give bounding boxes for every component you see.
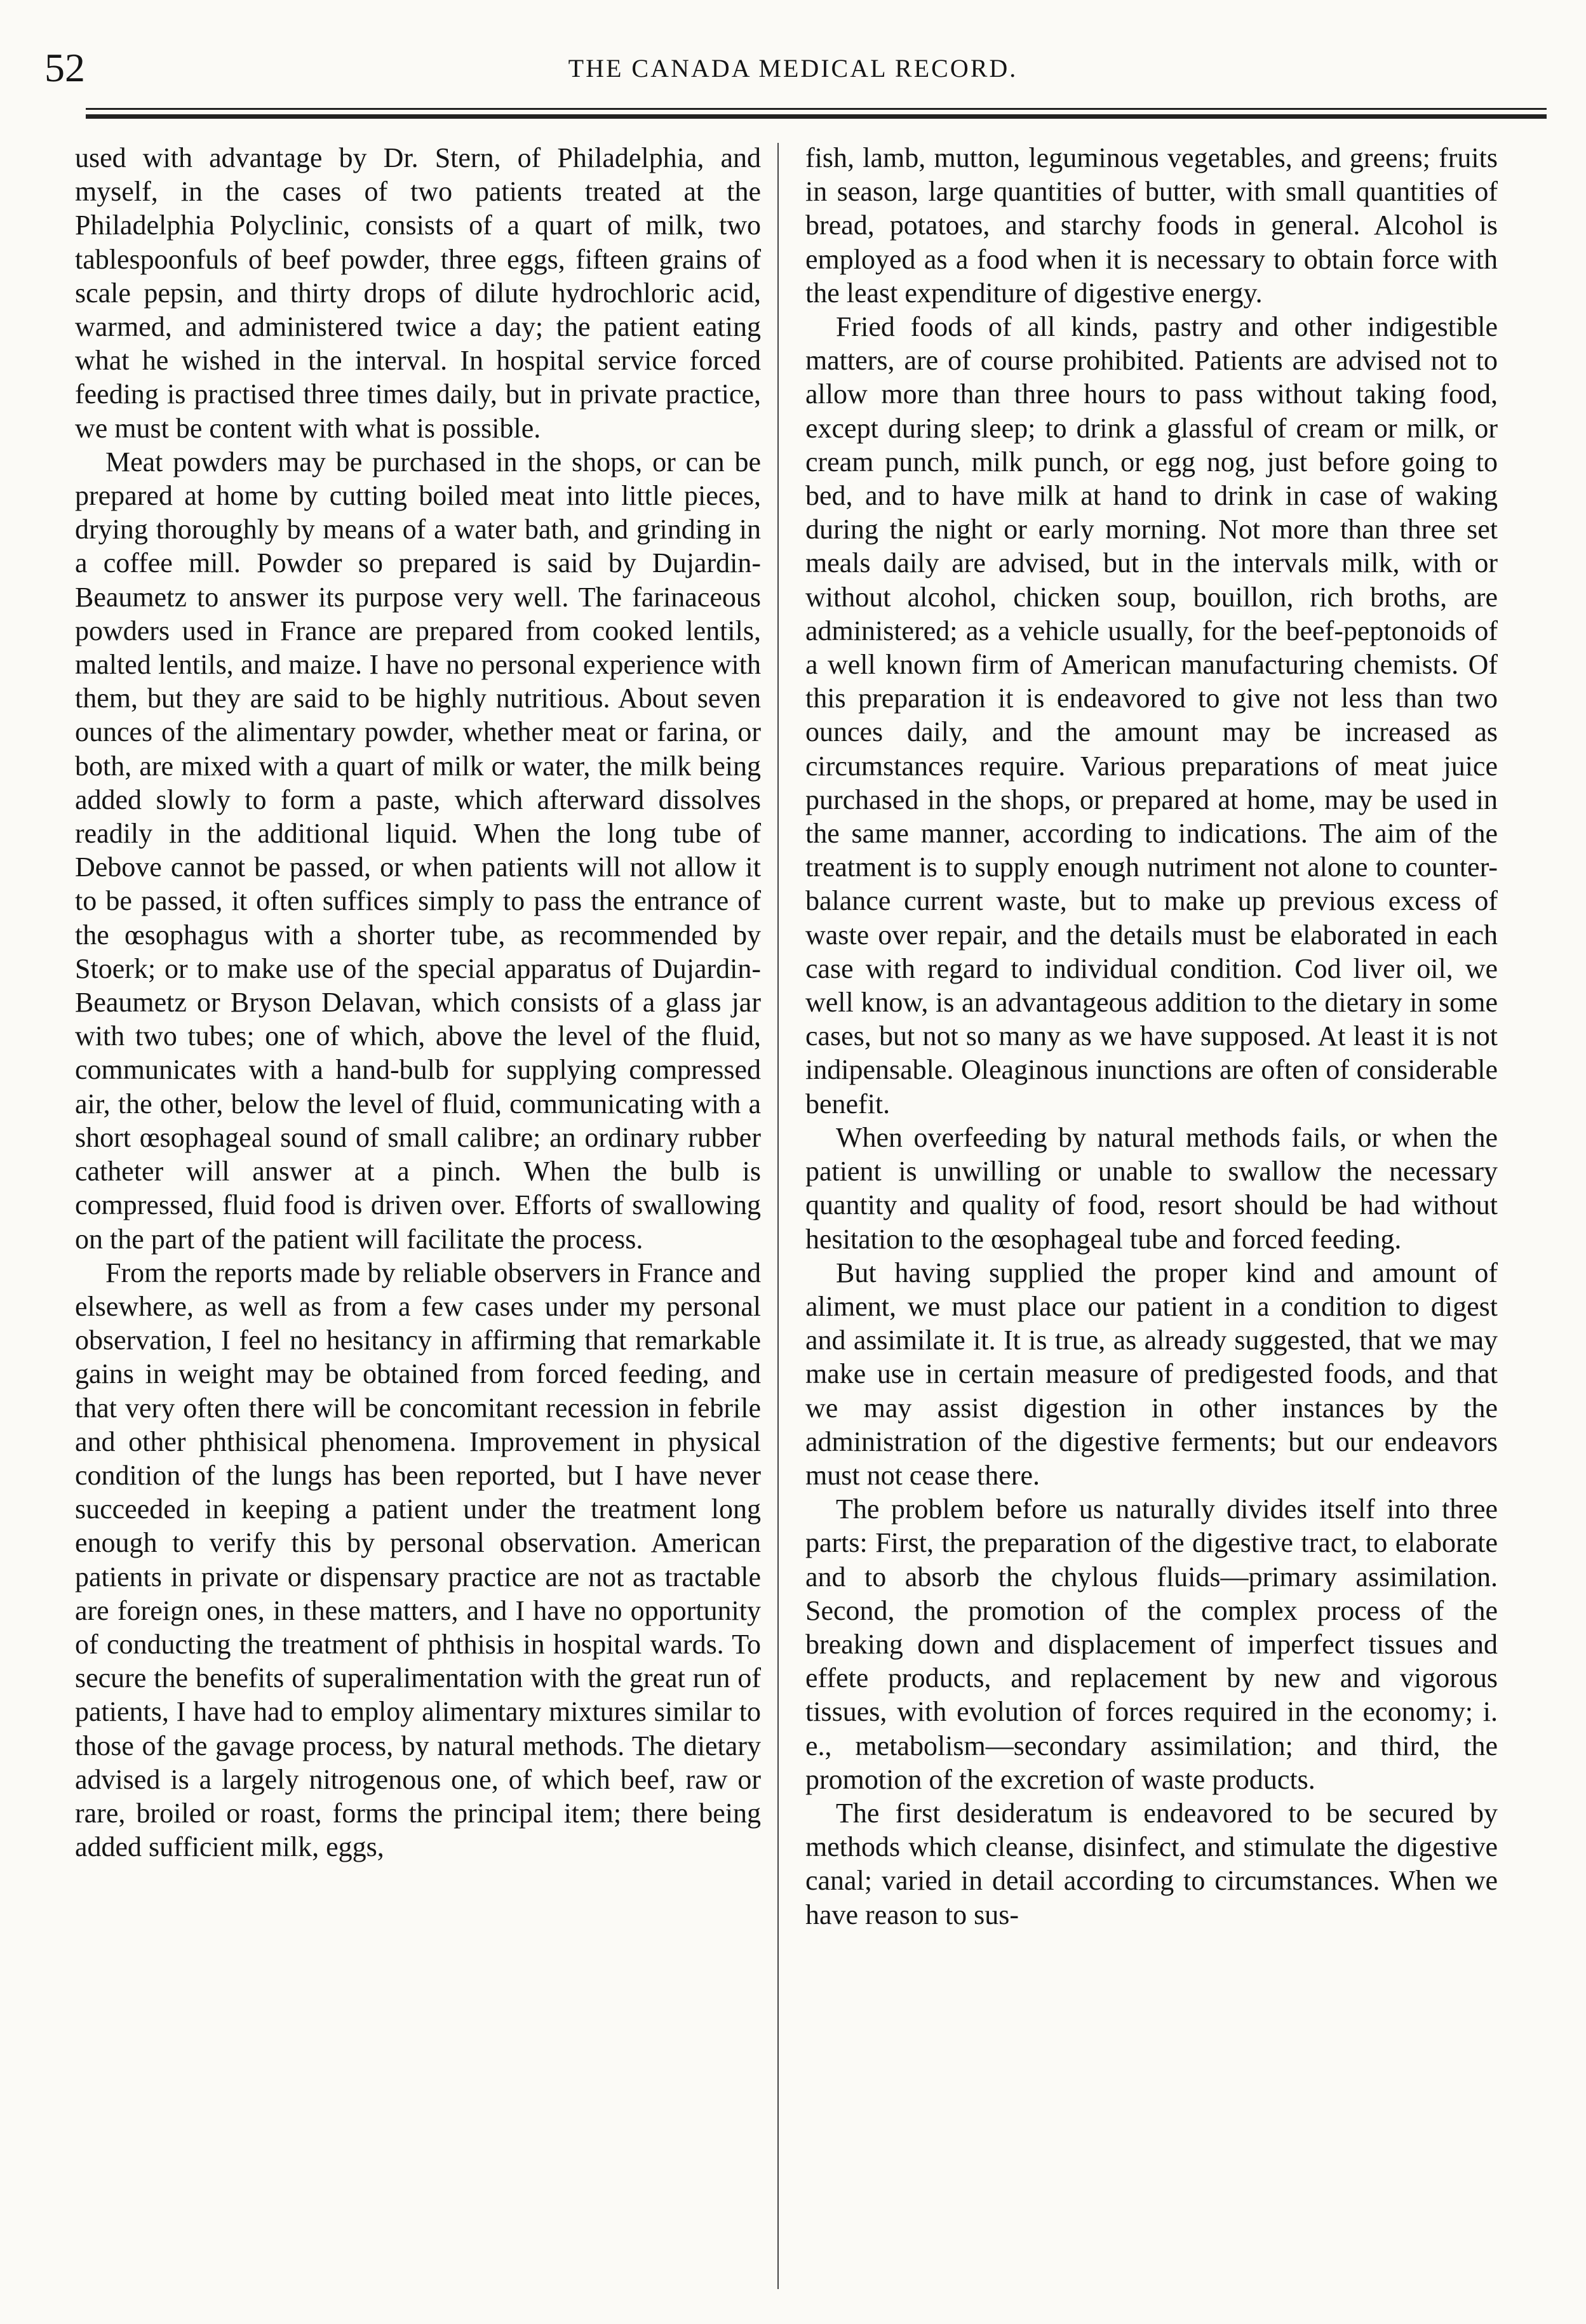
header-rule-thick [86, 114, 1547, 119]
right-column [805, 141, 1498, 1932]
paragraph: Fried foods of all kinds, pastry and other indigestible matters, are of course prohibited. Patients are advised not to allow more than three hours to pass without taking food, except during sleep; to drink a glassful of cream or milk, or cream punch, milk punch, or egg nog, just before going to bed, and to have milk at hand to drink in case of waking during the night or early morning. Not more than three set meals daily are advised, but in the intervals milk, with or without alcohol, chicken soup, bouillon, rich broths, are administered; as a vehicle usually, for the beef-peptonoids of a well known firm of American manufacturing chemists. Of this preparation it is endeavored to give not less than two ounces daily, and the amount may be increased as circumstances require. Various preparations of meat juice purchased in the shops, or prepared at home, may be used in the same manner, according to indications. The aim of the treatment is to supply enough nutriment not alone to counter-balance current waste, but to make up previous excess of waste over repair, and the details must be elaborated in each case with regard to individual condition. Cod liver oil, we well know, is an advantageous addition to the dietary in some cases, but not so many as we have supposed. At least it is not indipensable. Oleaginous inunctions are often of considerable benefit. [805, 311, 1498, 1119]
paragraph: The first desideratum is endeavored to be secured by methods which cleanse, disinfect, and stimulate the digestive canal; varied in detail according to circumstances. When we have reason to sus- [805, 1797, 1498, 1930]
paragraph: But having supplied the proper kind and amount of aliment, we must place our patient in a condition to digest and assimilate it. It is true, as already suggested, that we may make use in certain measure of predigested foods, and that we may assist digestion in other instances by the administration of the digestive ferments; but our endeavors must not cease there. [805, 1257, 1498, 1491]
paragraph: fish, lamb, mutton, leguminous vegetables, and greens; fruits in season, large quantities of butter, with small quantities of bread, potatoes, and starchy foods in general. Alcohol is employed as a food when it is necessary to obtain force with the least expenditure of digestive energy. [805, 142, 1498, 309]
column-divider [777, 143, 779, 2289]
left-column [75, 141, 761, 1864]
journal-title: THE CANADA MEDICAL RECORD. [568, 54, 1018, 83]
paragraph: Meat powders may be purchased in the shops, or can be prepared at home by cutting boiled meat into little pieces, drying thoroughly by means of a water bath, and grinding in a coffee mill. Powder so prepared is said by Dujardin-Beaumetz to answer its purpose very well. The farinaceous powders used in France are prepared from cooked lentils, malted lentils, and maize. I have no personal experience with them, but they are said to be highly nutritious. About seven ounces of the alimentary powder, whether meat or farina, or both, are mixed with a quart of milk or water, the milk being added slowly to form a paste, which afterward dissolves readily in the additional liquid. When the long tube of Debove cannot be passed, or when patients will not allow it to be passed, it often suffices simply to pass the entrance of the œsophagus with a shorter tube, as recommended by Stoerk; or to make use of the special apparatus of Dujardin-Beaumetz or Bryson Delavan, which consists of a glass jar with two tubes; one of which, above the level of the fluid, communicates with a hand-bulb for supplying compressed air, the other, below the level of fluid, communicating with a short œsophageal sound of small calibre; an ordinary rubber catheter will answer at a pinch. When the bulb is compressed, fluid food is driven over. Efforts of swallowing on the part of the patient will facilitate the process. [75, 446, 761, 1255]
paragraph: When overfeeding by natural methods fails, or when the patient is unwilling or unable to swallow the necessary quantity and quality of food, resort should be had without hesitation to the œsophageal tube and forced feeding. [805, 1121, 1498, 1255]
page-number: 52 [44, 45, 85, 90]
page-header [44, 44, 1542, 95]
paragraph: used with advantage by Dr. Stern, of Philadelphia, and myself, in the cases of two patients treated at the Philadelphia Polyclinic, consists of a quart of milk, two tablespoonfuls of beef powder, three eggs, fifteen grains of scale pepsin, and thirty drops of dilute hydrochloric acid, warmed, and administered twice a day; the patient eating what he wished in the interval. In hospital service forced feeding is practised three times daily, but in private practice, we must be content with what is possible. [75, 142, 761, 444]
header-rule-thin [86, 108, 1547, 110]
paragraph: The problem before us naturally divides itself into three parts: First, the preparation of the digestive tract, to elaborate and to absorb the chylous fluids—primary assimilation. Second, the promotion of the complex process of the breaking down and displacement of imperfect tissues and effete products, and replacement by new and vigorous tissues, with evolution of forces required in the economy; i. e., metabolism—secondary assimilation; and third, the promotion of the excretion of waste products. [805, 1493, 1498, 1795]
paragraph: From the reports made by reliable observers in France and elsewhere, as well as from a few cases under my personal observation, I feel no hesitancy in affirming that remarkable gains in weight may be obtained from forced feeding, and that very often there will be concomitant recession in febrile and other phthisical phenomena. Improvement in physical condition of the lungs has been reported, but I have never succeeded in keeping a patient under the treatment long enough to verify this by personal observation. American patients in private or dispensary practice are not as tractable are foreign ones, in these matters, and I have no opportunity of conducting the treatment of phthisis in hospital wards. To secure the benefits of superalimentation with the great run of patients, I have had to employ alimentary mixtures similar to those of the gavage process, by natural methods. The dietary advised is a largely nitrogenous one, of which beef, raw or rare, broiled or roast, forms the principal item; there being added sufficient milk, eggs, [75, 1257, 761, 1863]
